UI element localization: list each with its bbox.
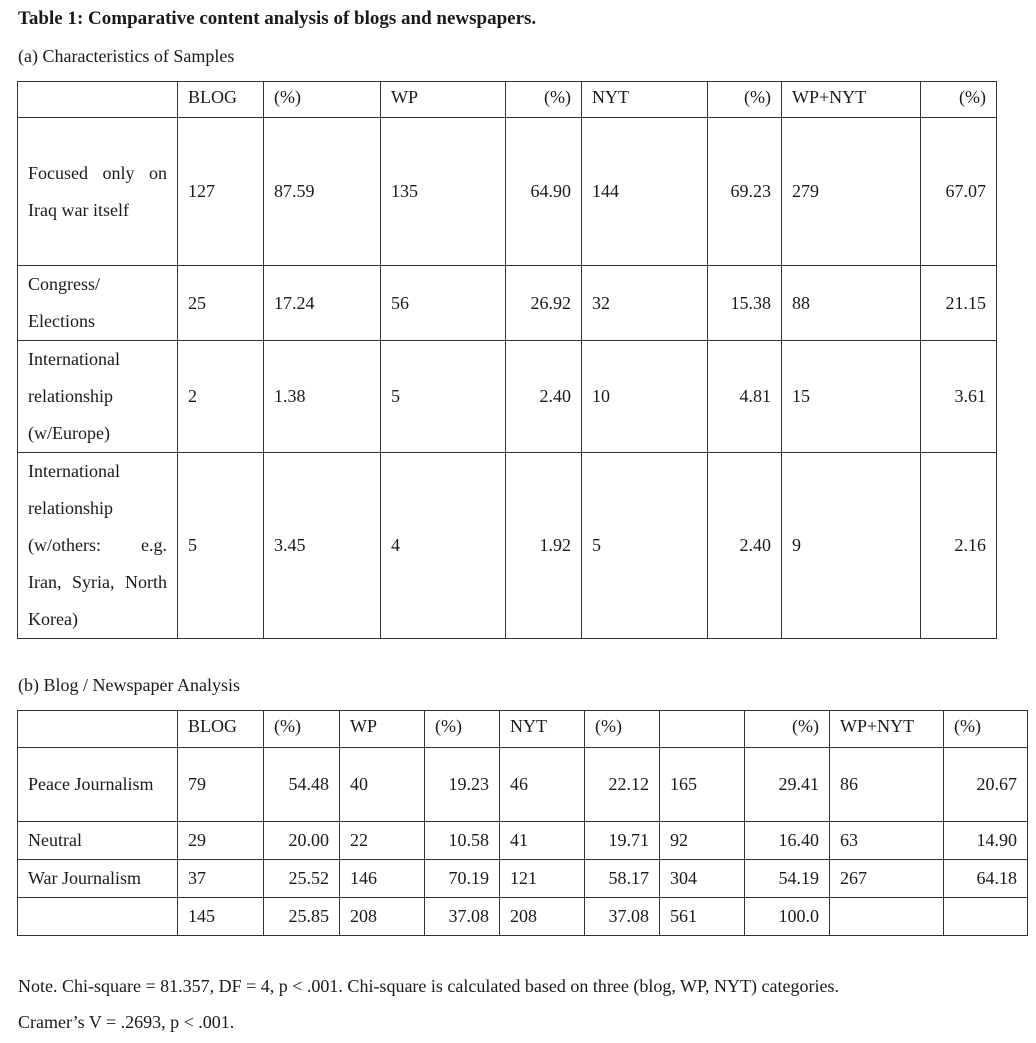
data-cell bbox=[944, 898, 1028, 936]
data-cell: 304 bbox=[660, 860, 745, 898]
header-cell: WP bbox=[340, 711, 425, 748]
table-row bbox=[18, 341, 997, 453]
row-label: Peace Journalism bbox=[18, 748, 178, 822]
data-cell: 5 bbox=[582, 453, 708, 639]
data-cell: 14.90 bbox=[944, 822, 1028, 860]
data-cell: 279 bbox=[782, 118, 921, 266]
data-cell: 145 bbox=[178, 898, 264, 936]
row-label: Focused only on Iraq war itself bbox=[18, 118, 178, 266]
data-cell: 2.40 bbox=[506, 341, 582, 453]
data-cell: 100.0 bbox=[745, 898, 830, 936]
row-label: War Journalism bbox=[18, 860, 178, 898]
data-cell: 144 bbox=[582, 118, 708, 266]
data-cell: 69.23 bbox=[708, 118, 782, 266]
data-cell: 37 bbox=[178, 860, 264, 898]
data-cell: 88 bbox=[782, 266, 921, 341]
data-cell: 79 bbox=[178, 748, 264, 822]
data-cell: 40 bbox=[340, 748, 425, 822]
data-cell: 20.00 bbox=[264, 822, 340, 860]
data-cell: 9 bbox=[782, 453, 921, 639]
table-header-row bbox=[18, 82, 997, 118]
data-cell: 1.92 bbox=[506, 453, 582, 639]
data-cell: 22 bbox=[340, 822, 425, 860]
data-cell: 165 bbox=[660, 748, 745, 822]
data-cell: 41 bbox=[500, 822, 585, 860]
data-cell: 92 bbox=[660, 822, 745, 860]
data-cell: 5 bbox=[381, 341, 506, 453]
header-cell: (%) bbox=[708, 82, 782, 118]
data-cell bbox=[830, 898, 944, 936]
data-cell: 127 bbox=[178, 118, 264, 266]
data-cell: 17.24 bbox=[264, 266, 381, 341]
data-cell: 64.90 bbox=[506, 118, 582, 266]
header-cell: (%) bbox=[745, 711, 830, 748]
data-cell: 25 bbox=[178, 266, 264, 341]
data-cell: 1.38 bbox=[264, 341, 381, 453]
data-cell: 561 bbox=[660, 898, 745, 936]
data-cell: 208 bbox=[340, 898, 425, 936]
data-cell: 29 bbox=[178, 822, 264, 860]
data-cell: 29.41 bbox=[745, 748, 830, 822]
table-row bbox=[18, 453, 997, 639]
blog-newspaper-table bbox=[17, 710, 1028, 936]
data-cell: 86 bbox=[830, 748, 944, 822]
data-cell: 5 bbox=[178, 453, 264, 639]
data-cell: 146 bbox=[340, 860, 425, 898]
data-cell: 54.48 bbox=[264, 748, 340, 822]
header-cell: WP+NYT bbox=[782, 82, 921, 118]
row-label: International relationship (w/others: e.g. Iran, Syria, North Korea) bbox=[18, 453, 178, 639]
table-row bbox=[18, 748, 1028, 822]
table-total-row bbox=[18, 898, 1028, 936]
table-row bbox=[18, 266, 997, 341]
data-cell: 121 bbox=[500, 860, 585, 898]
data-cell: 135 bbox=[381, 118, 506, 266]
data-cell: 46 bbox=[500, 748, 585, 822]
table-row bbox=[18, 822, 1028, 860]
data-cell: 37.08 bbox=[425, 898, 500, 936]
header-cell: BLOG bbox=[178, 711, 264, 748]
data-cell: 64.18 bbox=[944, 860, 1028, 898]
data-cell: 63 bbox=[830, 822, 944, 860]
table-note bbox=[18, 968, 1028, 1040]
header-cell: (%) bbox=[921, 82, 997, 118]
data-cell: 58.17 bbox=[585, 860, 660, 898]
data-cell: 2.16 bbox=[921, 453, 997, 639]
row-label bbox=[18, 898, 178, 936]
data-cell: 10 bbox=[582, 341, 708, 453]
table-title: Table 1: Comparative content analysis of blogs and newspapers. bbox=[18, 8, 537, 29]
characteristics-table bbox=[17, 81, 997, 639]
header-cell: BLOG bbox=[178, 82, 264, 118]
row-label: Neutral bbox=[18, 822, 178, 860]
header-cell: WP bbox=[381, 82, 506, 118]
row-label: International relationship (w/Europe) bbox=[18, 341, 178, 453]
data-cell: 15.38 bbox=[708, 266, 782, 341]
data-cell: 19.23 bbox=[425, 748, 500, 822]
data-cell: 25.85 bbox=[264, 898, 340, 936]
data-cell: 3.61 bbox=[921, 341, 997, 453]
section-b-caption: (b) Blog / Newspaper Analysis bbox=[18, 675, 240, 695]
data-cell: 70.19 bbox=[425, 860, 500, 898]
data-cell: 16.40 bbox=[745, 822, 830, 860]
data-cell: 22.12 bbox=[585, 748, 660, 822]
data-cell: 2.40 bbox=[708, 453, 782, 639]
data-cell: 19.71 bbox=[585, 822, 660, 860]
header-cell: NYT bbox=[500, 711, 585, 748]
data-cell: 25.52 bbox=[264, 860, 340, 898]
data-cell: 20.67 bbox=[944, 748, 1028, 822]
header-cell: (%) bbox=[264, 711, 340, 748]
header-cell: (%) bbox=[264, 82, 381, 118]
data-cell: 67.07 bbox=[921, 118, 997, 266]
header-cell: WP+NYT bbox=[830, 711, 944, 748]
table-header-row bbox=[18, 711, 1028, 748]
header-cell: (%) bbox=[425, 711, 500, 748]
data-cell: 56 bbox=[381, 266, 506, 341]
header-cell bbox=[18, 711, 178, 748]
data-cell: 4 bbox=[381, 453, 506, 639]
data-cell: 54.19 bbox=[745, 860, 830, 898]
data-cell: 37.08 bbox=[585, 898, 660, 936]
data-cell: 208 bbox=[500, 898, 585, 936]
data-cell: 3.45 bbox=[264, 453, 381, 639]
note-line: Note. Chi-square = 81.357, DF = 4, p < .001. Chi-square is calculated based on three (blog, WP, NYT) categories. bbox=[18, 976, 839, 996]
header-cell: (%) bbox=[506, 82, 582, 118]
header-cell: NYT bbox=[582, 82, 708, 118]
data-cell: 21.15 bbox=[921, 266, 997, 341]
data-cell: 4.81 bbox=[708, 341, 782, 453]
section-a-caption: (a) Characteristics of Samples bbox=[18, 46, 235, 66]
data-cell: 87.59 bbox=[264, 118, 381, 266]
data-cell: 26.92 bbox=[506, 266, 582, 341]
header-cell bbox=[18, 82, 178, 118]
data-cell: 10.58 bbox=[425, 822, 500, 860]
data-cell: 32 bbox=[582, 266, 708, 341]
note-line: Cramer’s V = .2693, p < .001. bbox=[18, 1012, 235, 1032]
table-row bbox=[18, 860, 1028, 898]
data-cell: 267 bbox=[830, 860, 944, 898]
data-cell: 15 bbox=[782, 341, 921, 453]
header-cell: (%) bbox=[585, 711, 660, 748]
row-label: Congress/ Elections bbox=[18, 266, 178, 341]
data-cell: 2 bbox=[178, 341, 264, 453]
header-cell: (%) bbox=[944, 711, 1028, 748]
table-row bbox=[18, 118, 997, 266]
header-cell bbox=[660, 711, 745, 748]
